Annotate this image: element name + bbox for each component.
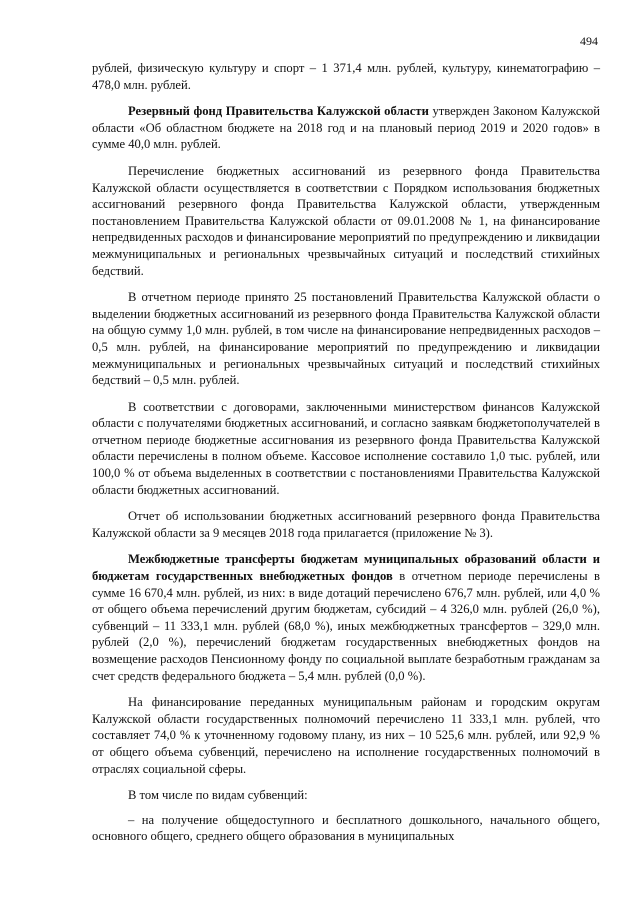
- reserve-fund-text: утвержден Законом Калужской области «Об областном бюджете на 2018 год и на плановый период 2019 и 2020 годов» в сумме 40,0 млн. рублей.: [92, 104, 600, 152]
- transfers-heading: Межбюджетные трансферты бюджетам муниципальных образований области и бюджетам государственных внебюджетных фондов: [92, 552, 600, 584]
- paragraph-resolutions: В отчетном периоде принято 25 постановлений Правительства Калужской области о выделении бюджетных ассигнований из резервного фонда Правительства Калужской области на общую сумму 1,0 млн. рублей, в том числе на финансирование непредвиденных расходов – 0,5 млн. рублей, на финансирование мероприятий по предупреждению и ликвидации межмуниципальных и региональных чрезвычайных ситуаций и последствий стихийных бедствий – 0,5 млн. рублей.: [92, 290, 600, 388]
- paragraph-education-item: – на получение общедоступного и бесплатного дошкольного, начального общего, основного общего, среднего общего образования в муниципальных: [92, 812, 600, 844]
- paragraph-reserve-fund-procedure: Перечисление бюджетных ассигнований из резервного фонда Правительства Калужской области осуществляется в соответствии с Порядком использования бюджетных ассигнований резервного фонда Правительства Калужской области, утвержденным постановлением Правительства Калужской области от 09.01.2008 № 1, на финансирование непредвиденных расходов и финансирование мероприятий по предупреждению и ликвидации межмуниципальных и региональных чрезвычайных ситуаций и последствий стихийных бедствий.: [92, 163, 600, 278]
- paragraph-sports-culture: рублей, физическую культуру и спорт – 1 371,4 млн. рублей, культуру, кинематографию – 478,0 млн. рублей.: [92, 61, 600, 92]
- paragraph-report-attached: Отчет об использовании бюджетных ассигнований резервного фонда Правительства Калужской области за 9 месяцев 2018 года прилагается (приложение № 3).: [92, 509, 600, 540]
- paragraph-subventions: На финансирование переданных муниципальным районам и городским округам Калужской области государственных полномочий перечислено 11 333,1 млн. рублей, что составляет 74,0 % к уточненному годовому плану, из них – 10 525,6 млн. рублей, или 92,9 % от общего объема субвенций, перечислено на исполнение государственных полномочий в отраслях социальной сферы.: [92, 695, 600, 776]
- page-number: 494: [580, 34, 598, 48]
- paragraph-subvention-types: В том числе по видам субвенций:: [128, 788, 308, 803]
- reserve-fund-heading: Резервный фонд Правительства Калужской области: [128, 104, 429, 119]
- paragraph-reserve-fund: [92, 103, 600, 153]
- transfers-text: в отчетном периоде перечислены в сумме 16 670,4 млн. рублей, из них: в виде дотаций перечислено 676,7 млн. рублей, или 4,0 % от общего объема перечислений другим бюджетам, субсидий – 4 326,0 млн. рублей (26,0 %), субвенций – 11 333,1 млн. рублей (68,0 %), иных межбюджетных трансфертов – 329,0 млн. рублей (2,0 %), перечислений бюджетам государственных внебюджетных фондов на возмещение расходов Пенсионному фонду по социальной выплате безработным гражданам за счет средств федерального бюджета – 5,4 млн. рублей (0,0 %).: [92, 569, 600, 683]
- paragraph-contracts: В соответствии с договорами, заключенными министерством финансов Калужской области с получателями бюджетных ассигнований, и согласно заявкам бюджетополучателей в отчетном периоде бюджетные ассигнования из резервного фонда Правительства Калужской области перечислены в полном объеме. Кассовое исполнение составило 1,0 тыс. рублей, или 100,0 % от объема выделенных в соответствии с постановлениями Правительства Калужской области бюджетных ассигнований.: [92, 399, 600, 497]
- paragraph-transfers: [92, 551, 600, 684]
- document-body: [92, 60, 600, 855]
